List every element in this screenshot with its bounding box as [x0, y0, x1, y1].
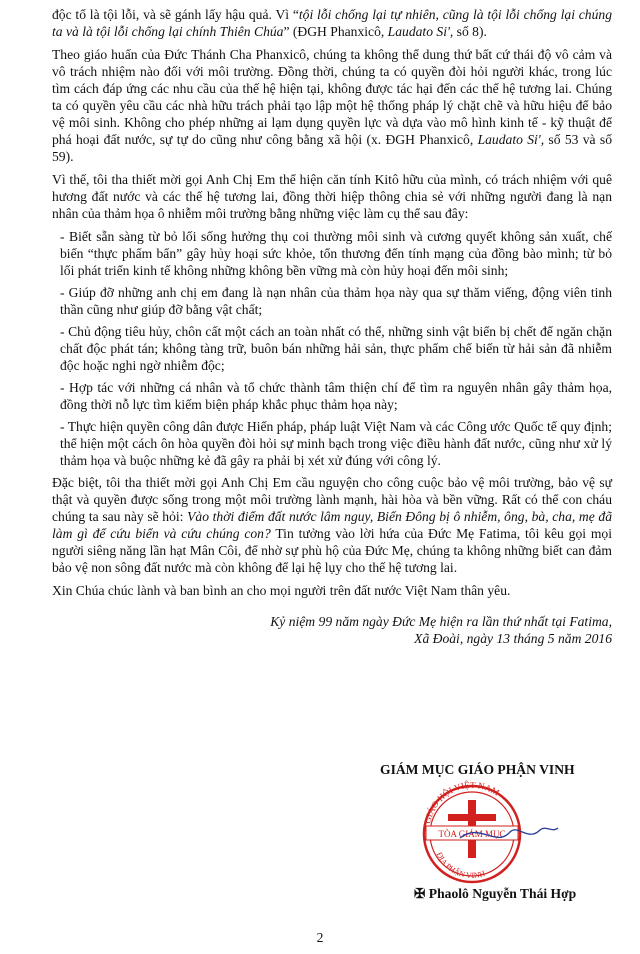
- p2-text-b: số 53 và số 59).: [52, 132, 612, 164]
- dateline-occasion: Kỷ niệm 99 năm ngày Đức Mẹ hiện ra lần thứ nhất tại Fatima,: [270, 614, 612, 629]
- bishop-seal: [400, 778, 560, 888]
- p1-text-a: độc tố là tội lỗi, và sẽ gánh lấy hậu quả. Vì “: [52, 7, 299, 22]
- p1-text-b: ” (ĐGH Phanxicô,: [283, 24, 388, 39]
- p1-work-title: Laudato Si',: [387, 24, 454, 39]
- p2-work-title: Laudato Si',: [477, 132, 545, 147]
- paragraph-4: [52, 474, 612, 576]
- page-number: 2: [316, 930, 324, 945]
- p1-text-c: số 8).: [453, 24, 487, 39]
- seal-text-middle: TÒA GIÁM MỤC: [438, 829, 506, 839]
- paragraph-3: Vì thế, tôi tha thiết mời gọi Anh Chị Em thể hiện căn tính Kitô hữu của mình, có trách nhiệm với quê hương đất nước và các thế hệ tương lai, đồng thời hiệp thông chia sẻ với những người đang là nạn nhân của thảm họa ô nhiễm môi trường bằng những việc làm cụ thể sau đây:: [52, 172, 612, 221]
- p4-quote: Vào thời điểm đất nước lâm nguy, Biển Đông bị ô nhiễm, ông, bà, cha, mẹ đã làm gì để cứu biển và cứu chúng con?: [52, 509, 612, 541]
- p2-text-a: Theo giáo huấn của Đức Thánh Cha Phanxicô, chúng ta không thể dung thứ bất cứ thái độ vô cảm và vô trách nhiệm nào đối với môi trường. Đồng thời, chúng ta có quyền đòi hỏi người khác, trong lúc tìm cách đáp ứng các nhu cầu của thế hệ hiện tại, không được tác hại đến các thế hệ tương lai. Chúng ta có quyền yêu cầu các nhà hữu trách phải tạo lập một hệ thống pháp lý chặt chẽ và hữu hiệu để bảo vệ môi sinh. Không cho phép những ai lạm dụng quyền lực và dựa vào mô hình kinh tế - kỹ thuật để phá hoại đất nước, sự tự do cũng như công bằng xã hội (x. ĐGH Phanxicô,: [52, 47, 612, 147]
- document-body: [52, 6, 612, 647]
- p4-text-a: Đặc biệt, tôi tha thiết mời gọi Anh Chị Em cầu nguyện cho công cuộc bảo vệ môi trường, bảo vệ sự thật và quyền được sống trong một môi trường lành mạnh, hài hòa và bền vững. Rất có thể con cháu chúng ta sau này sẽ hỏi:: [52, 475, 612, 524]
- list-item: - Biết sẵn sàng từ bỏ lối sống hưởng thụ coi thường môi sinh và cương quyết không sản xuất, chế biến “thực phẩm bẩn” gây hủy hoại sức khỏe, tổn thương đến tính mạng của đồng bào mình; từ bỏ lối phát triển kinh tế không những không bền vững mà còn hủy hoại đến môi sinh;: [60, 229, 612, 278]
- seal-text-bottom: ĐỊA PHẬN VINH: [434, 850, 487, 881]
- signature-title: GIÁM MỤC GIÁO PHẬN VINH: [380, 762, 575, 777]
- paragraph-2: [52, 46, 612, 165]
- signer-name: ✠ Phaolô Nguyễn Thái Hợp: [414, 886, 577, 901]
- list-item: - Chủ động tiêu hủy, chôn cất một cách an toàn nhất có thể, những sinh vật biển bị chết để ngăn chặn chất độc phát tán; không tàng trữ, buôn bán những hải sản, thực phẩm chế biến từ hải sản đã nhiễm độc hoặc nghi ngờ nhiễm độc;: [60, 324, 612, 373]
- list-item: - Thực hiện quyền công dân được Hiến pháp, pháp luật Việt Nam và các Công ước Quốc tế quy định; thể hiện một cách ôn hòa quyền đòi hỏi sự minh bạch trong việc điều hành đất nước, cũng như xử lý thảm họa và buộc những kẻ đã gây ra phải bị xét xử đúng với công lý.: [60, 419, 612, 468]
- p1-quote: tội lỗi chống lại tự nhiên, cũng là tội lỗi chống lại chúng ta và là tội lỗi chống lại chính Thiên Chúa: [52, 7, 612, 39]
- dateline-place-date: Xã Đoài, ngày 13 tháng 5 năm 2016: [414, 631, 612, 646]
- p4-text-b: Tin tưởng vào lời hứa của Đức Mẹ Fatima, tôi kêu gọi mọi người siêng năng lần hạt Mân Côi, để nhờ sự phù hộ của Đức Mẹ, chúng ta không những biết can đảm bảo vệ non sông đất nước mà còn không để lại hệ lụy cho thế hệ tương lai.: [52, 526, 612, 575]
- paragraph-1: [52, 6, 612, 40]
- closing-blessing: Xin Chúa chúc lành và ban bình an cho mọi người trên đất nước Việt Nam thân yêu.: [52, 583, 511, 598]
- action-list: [60, 228, 612, 469]
- list-item: - Hợp tác với những cá nhân và tổ chức thành tâm thiện chí để tìm ra nguyên nhân gây thảm họa, đồng thời nỗ lực tìm kiếm biện pháp khắc phục thảm họa này;: [60, 380, 612, 412]
- seal-text-top: GIÁO HỘI VIỆT NAM: [422, 779, 502, 825]
- dateline: [52, 613, 612, 647]
- list-item: - Giúp đỡ những anh chị em đang là nạn nhân của thảm họa này qua sự thăm viếng, động viên tinh thần cũng như giúp đỡ bằng vật chất;: [60, 285, 612, 317]
